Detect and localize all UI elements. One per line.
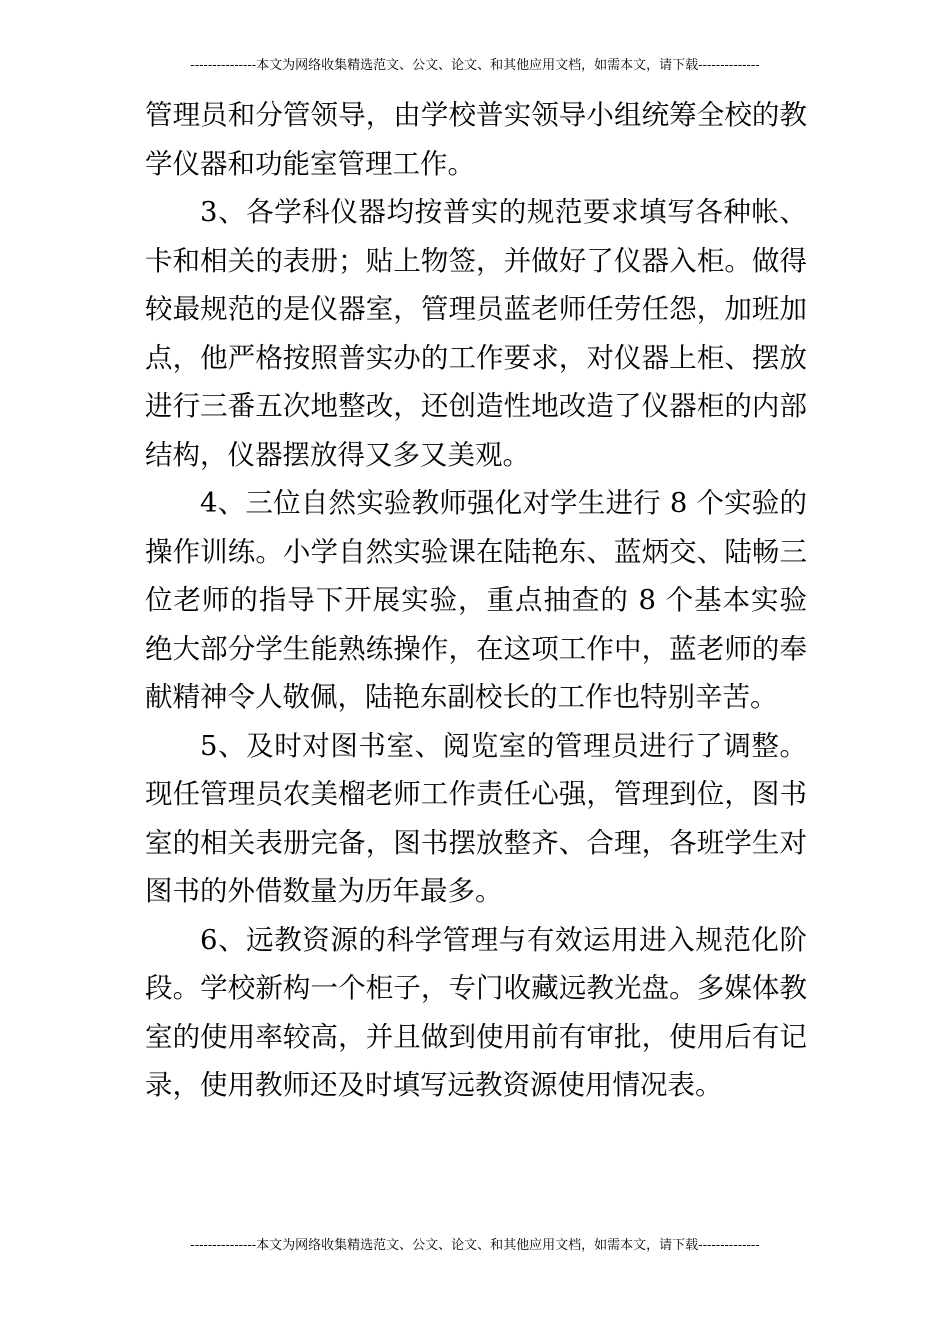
page-footer: ---------------本文为网络收集精选范文、公文、论文、和其他应用文档，如需本文，请下载--------------: [190, 1238, 760, 1253]
paragraph-item-5: 5、及时对图书室、阅览室的管理员进行了调整。现任管理员农美榴老师工作责任心强，管理到位，图书室的相关表册完备，图书摆放整齐、合理，各班学生对图书的外借数量为历年最多。: [145, 729, 807, 907]
document-body: [145, 91, 807, 1110]
paragraph-item-3: 3、各学科仪器均按普实的规范要求填写各种帐、卡和相关的表册；贴上物签，并做好了仪器入柜。做得较最规范的是仪器室，管理员蓝老师任劳任怨，加班加点，他严格按照普实办的工作要求，对仪器上柜、摆放进行三番五次地整改，还创造性地改造了仪器柜的内部结构，仪器摆放得又多又美观。: [145, 196, 807, 471]
page-header: ---------------本文为网络收集精选范文、公文、论文、和其他应用文档，如需本文，请下载--------------: [190, 58, 760, 73]
paragraph-continuation: 管理员和分管领导，由学校普实领导小组统筹全校的教学仪器和功能室管理工作。: [145, 99, 807, 180]
paragraph-item-6: 6、远教资源的科学管理与有效运用进入规范化阶段。学校新构一个柜子，专门收藏远教光盘。多媒体教室的使用率较高，并且做到使用前有审批，使用后有记录，使用教师还及时填写远教资源使用情况表。: [145, 923, 807, 1101]
paragraph-item-4: 4、三位自然实验教师强化对学生进行 8 个实验的操作训练。小学自然实验课在陆艳东、蓝炳交、陆畅三位老师的指导下开展实验，重点抽查的 8 个基本实验绝大部分学生能熟练操作，在这项工作中，蓝老师的奉献精神令人敬佩，陆艳东副校长的工作也特别辛苦。: [145, 487, 807, 713]
